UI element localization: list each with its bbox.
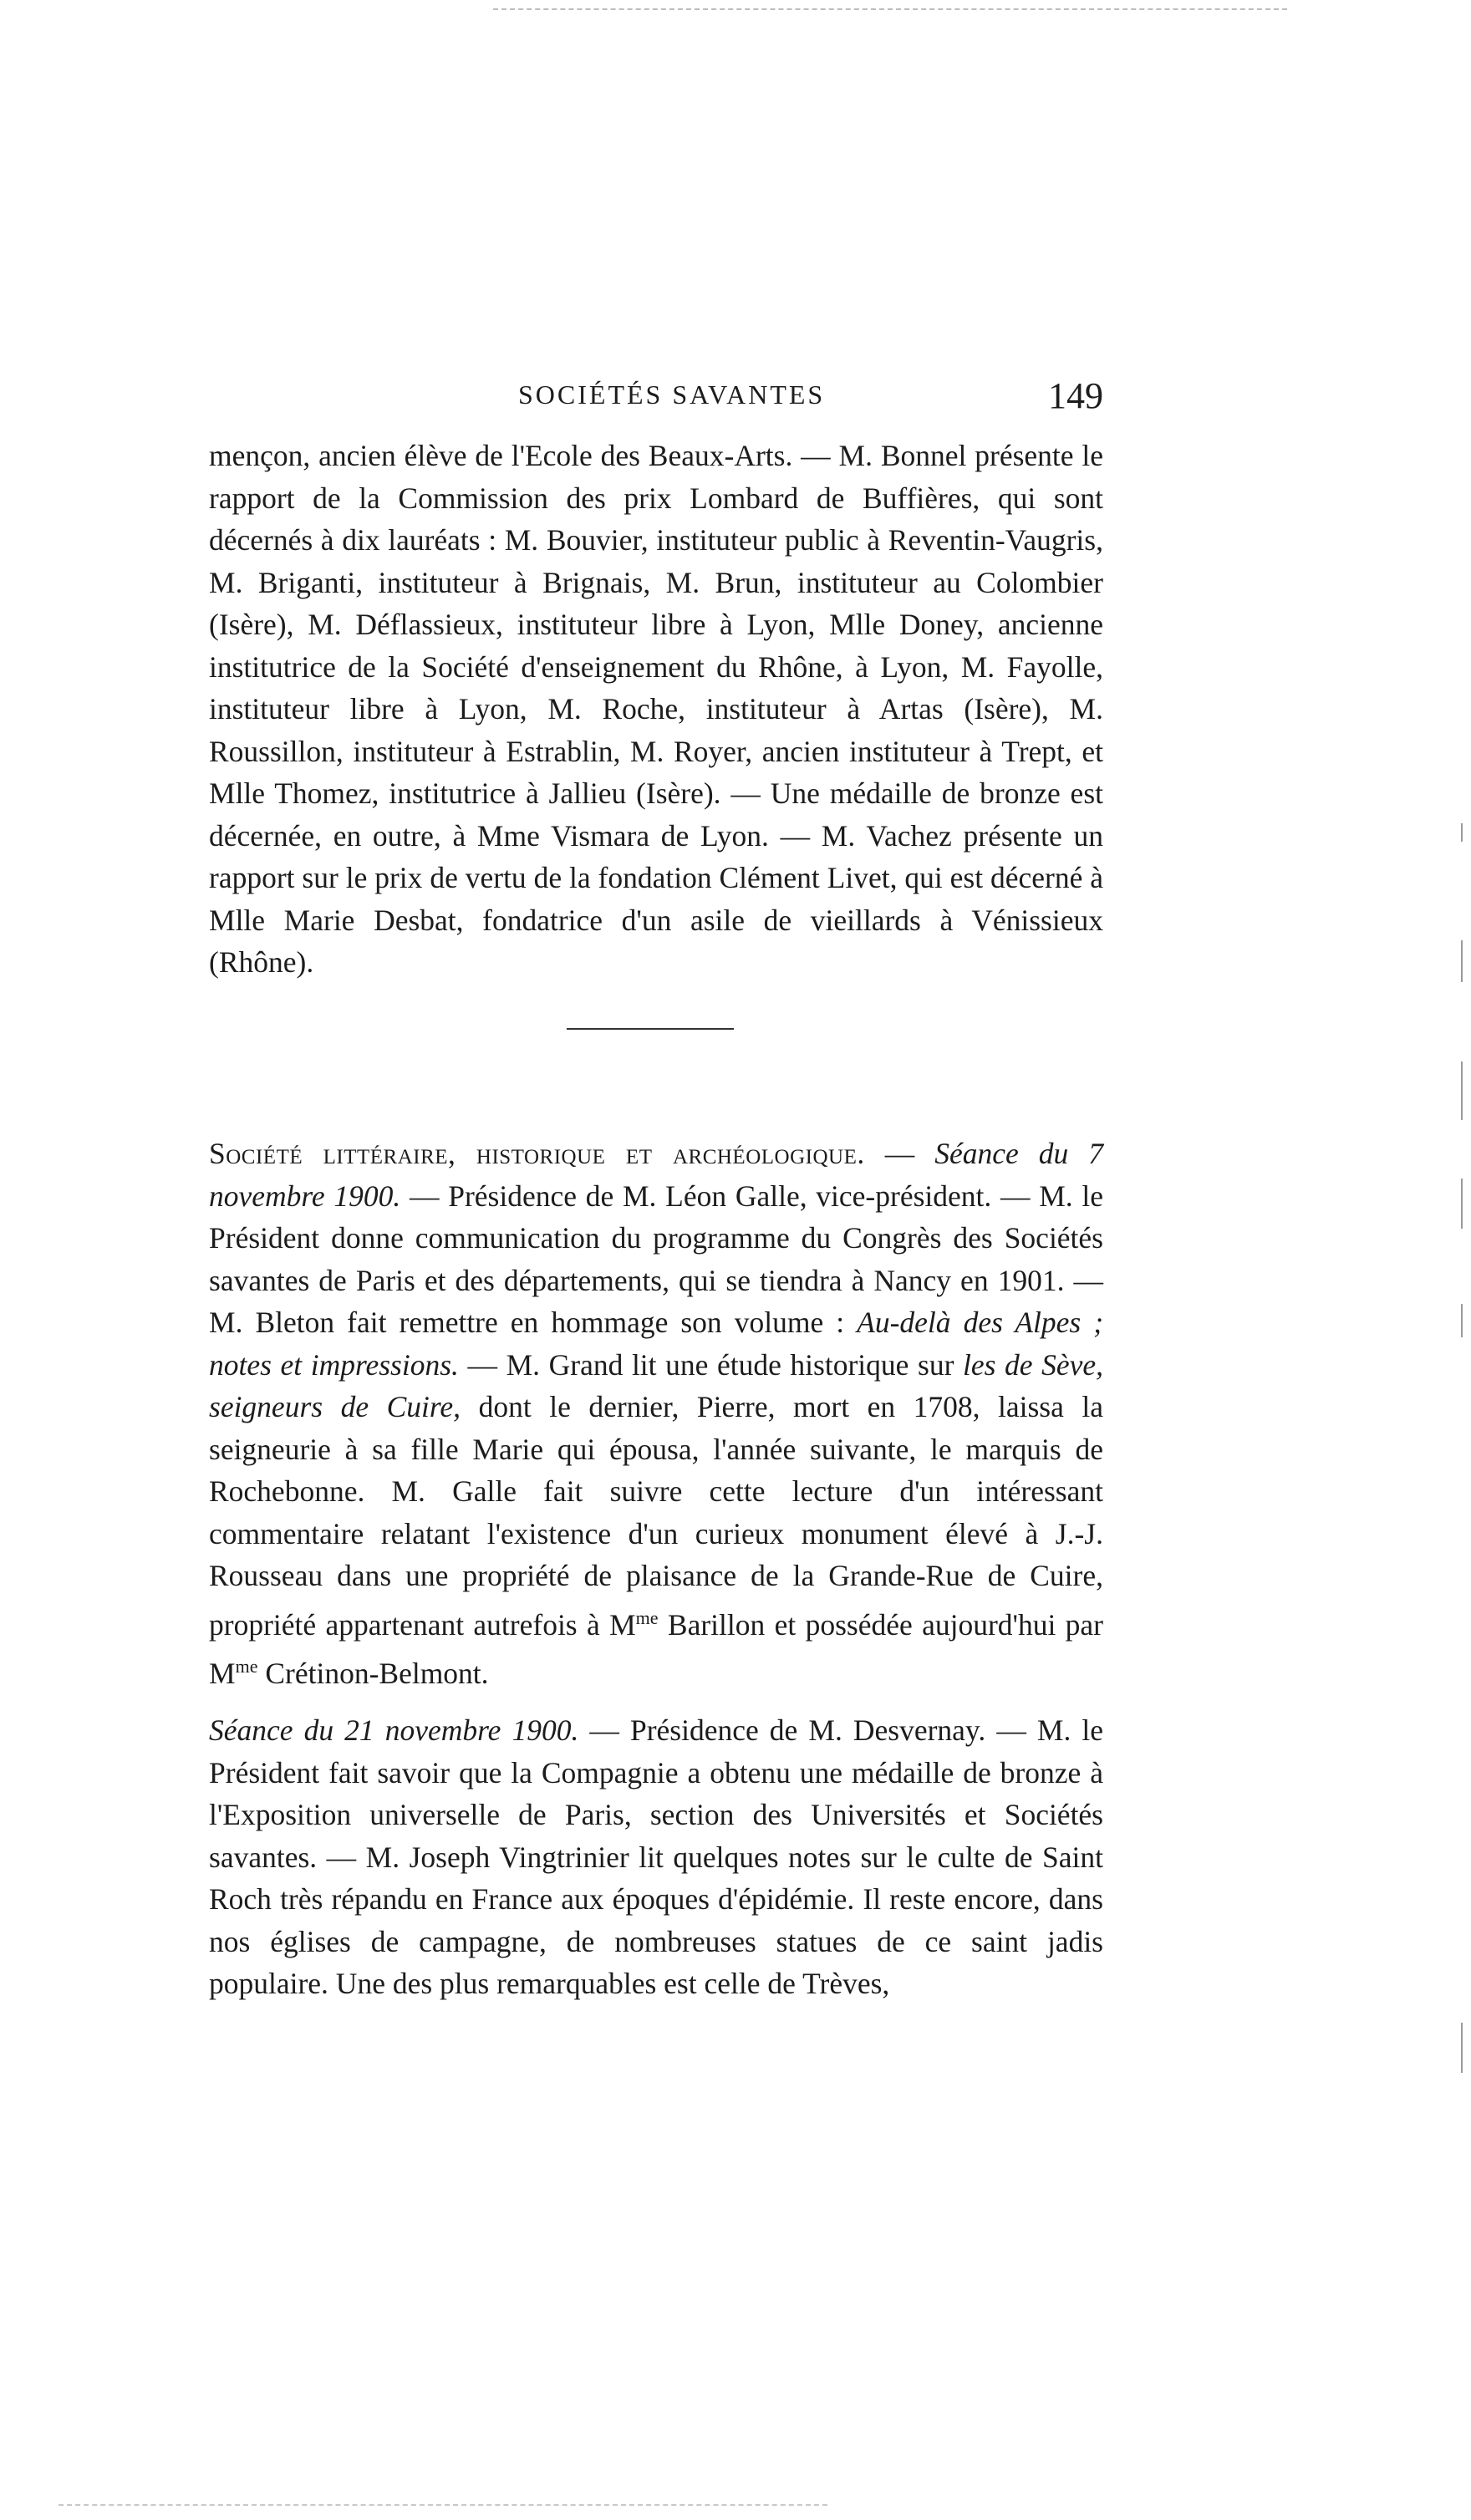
section-heading: Société littéraire, historique et archéologique. (209, 1137, 865, 1170)
margin-scan-mark (1461, 1061, 1463, 1120)
paragraph-text: Barillon et possédée aujourd'hui par (667, 1607, 1103, 1642)
title-abbreviation-superscript: me (635, 1606, 659, 1628)
margin-scan-mark (1461, 823, 1463, 842)
seance-date-label: Séance du 21 novembre 1900. (209, 1713, 579, 1747)
title-abbreviation: M (209, 1656, 236, 1690)
section-separator-rule (567, 1028, 734, 1030)
margin-scan-mark (1461, 2023, 1463, 2073)
seance-date-label: Séance du 7 novembre 1900. (209, 1137, 1103, 1213)
paragraph-text: dont le dernier, Pierre, mort en 1708, laissa la seigneurie à sa fille Marie qui épousa, l'année suivante, le marquis de Rochebonne. M. Galle fait suivre cette lecture d'un intéressant commentaire relatant l'existence d'un curieux monument élevé à J.-J. Rousseau dans une propriété de plaisance de la Grande-Rue de Cuire, propriété appartenant autrefois à (209, 1390, 1104, 1642)
running-title: SOCIÉTÉS SAVANTES (518, 379, 826, 410)
title-abbreviation-superscript: me (235, 1655, 258, 1677)
paragraph-seance-21-novembre (209, 1709, 1103, 2005)
scan-top-edge-mark (493, 8, 1287, 10)
section-seance-21-novembre (209, 1709, 1103, 2005)
paragraph-text: Crétinon-Belmont. (265, 1656, 489, 1690)
scan-bottom-edge-mark (59, 2504, 827, 2506)
page-number: 149 (1048, 375, 1103, 416)
paragraph-seance-7-novembre: Société littéraire, historique et archéologique. — Séance du 7 novembre 1900. — Présidence de M. Léon Galle, vice-président. — M. le Président donne communication du programme du Congrès des Sociétés savantes de Paris et des départements, qui se tiendra à Nancy en 1901. — M. Bleton fait remettre en hommage son volume : Au-delà des Alpes ; notes et impressions. — M. Grand lit une étude historique sur les de Sève, seigneurs de Cuire, dont le dernier, Pierre, mort en 1708, laissa la seigneurie à sa fille Marie qui épousa, l'année suivante, le marquis de Rochebonne. M. Galle fait suivre cette lecture d'un intéressant commentaire relatant l'existence d'un curieux monument élevé à J.-J. Rousseau dans une propriété de plaisance de la Grande-Rue de Cuire, propriété appartenant autrefois à $M^{me}$ Barillon et possédée aujourd'hui par $M^{me}$ Crétinon-Belmont. (209, 1137, 1104, 1690)
margin-scan-mark (1461, 1179, 1463, 1229)
running-head (209, 374, 1103, 425)
title-abbreviation: M (609, 1607, 636, 1642)
paragraph-text: mençon, ancien élève de l'Ecole des Beaux-Arts. — M. Bonnel présente le rapport de la Commission des prix Lombard de Buffières, qui sont décernés à dix lauréats : M. Bouvier, instituteur public à Reventin-Vaugris, M. Briganti, instituteur à Brignais, M. Brun, instituteur au Colombier (Isère), M. Déflassieux, instituteur libre à Lyon, Mlle Doney, ancienne institutrice de la Société d'enseignement du Rhône, à Lyon, M. Fayolle, instituteur libre à Lyon, M. Roche, instituteur à Artas (Isère), M. Roussillon, instituteur à Estrablin, M. Royer, ancien instituteur à Trept, et Mlle Thomez, institutrice à Jallieu (Isère). — Une médaille de bronze est décernée, en outre, à Mme Vismara de Lyon. — M. Vachez présente un rapport sur le prix de vertu de la fondation Clément Livet, qui est décerné à Mlle Marie Desbat, fondatrice d'un asile de vieillards à Vénissieux (Rhône). (209, 439, 1103, 979)
paragraph-prize-awards (209, 435, 1103, 984)
margin-scan-mark (1461, 940, 1463, 982)
section-societe-litteraire (209, 1133, 1103, 1694)
paragraph-text: Présidence de M. Léon Galle, vice-président. — M. le Président donne communication du programme du Congrès des Sociétés savantes de Paris et des départements, qui se tiendra à Nancy en 1901. — M. Bleton fait remettre en hommage son volume : (209, 1179, 1104, 1339)
study-title: les de Sève, seigneurs de Cuire, (209, 1347, 1103, 1423)
paragraph-text: — Présidence de M. Desvernay. — M. le Président fait savoir que la Compagnie a obtenu une médaille de bronze à l'Exposition universelle de Paris, section des Universités et Sociétés savantes. — M. Joseph Vingtrinier lit quelques notes sur le culte de Saint Roch très répandu en France aux époques d'épidémie. Il reste encore, dans nos églises de campagne, de nombreuses statues de ce saint jadis populaire. Une des plus remarquables est celle de Trèves, (209, 1713, 1104, 2000)
margin-scan-mark (1461, 1304, 1463, 1337)
book-title: Au-delà des Alpes ; notes et impressions. (209, 1306, 1104, 1382)
paragraph-text: — M. Grand lit une étude historique sur (467, 1347, 954, 1382)
